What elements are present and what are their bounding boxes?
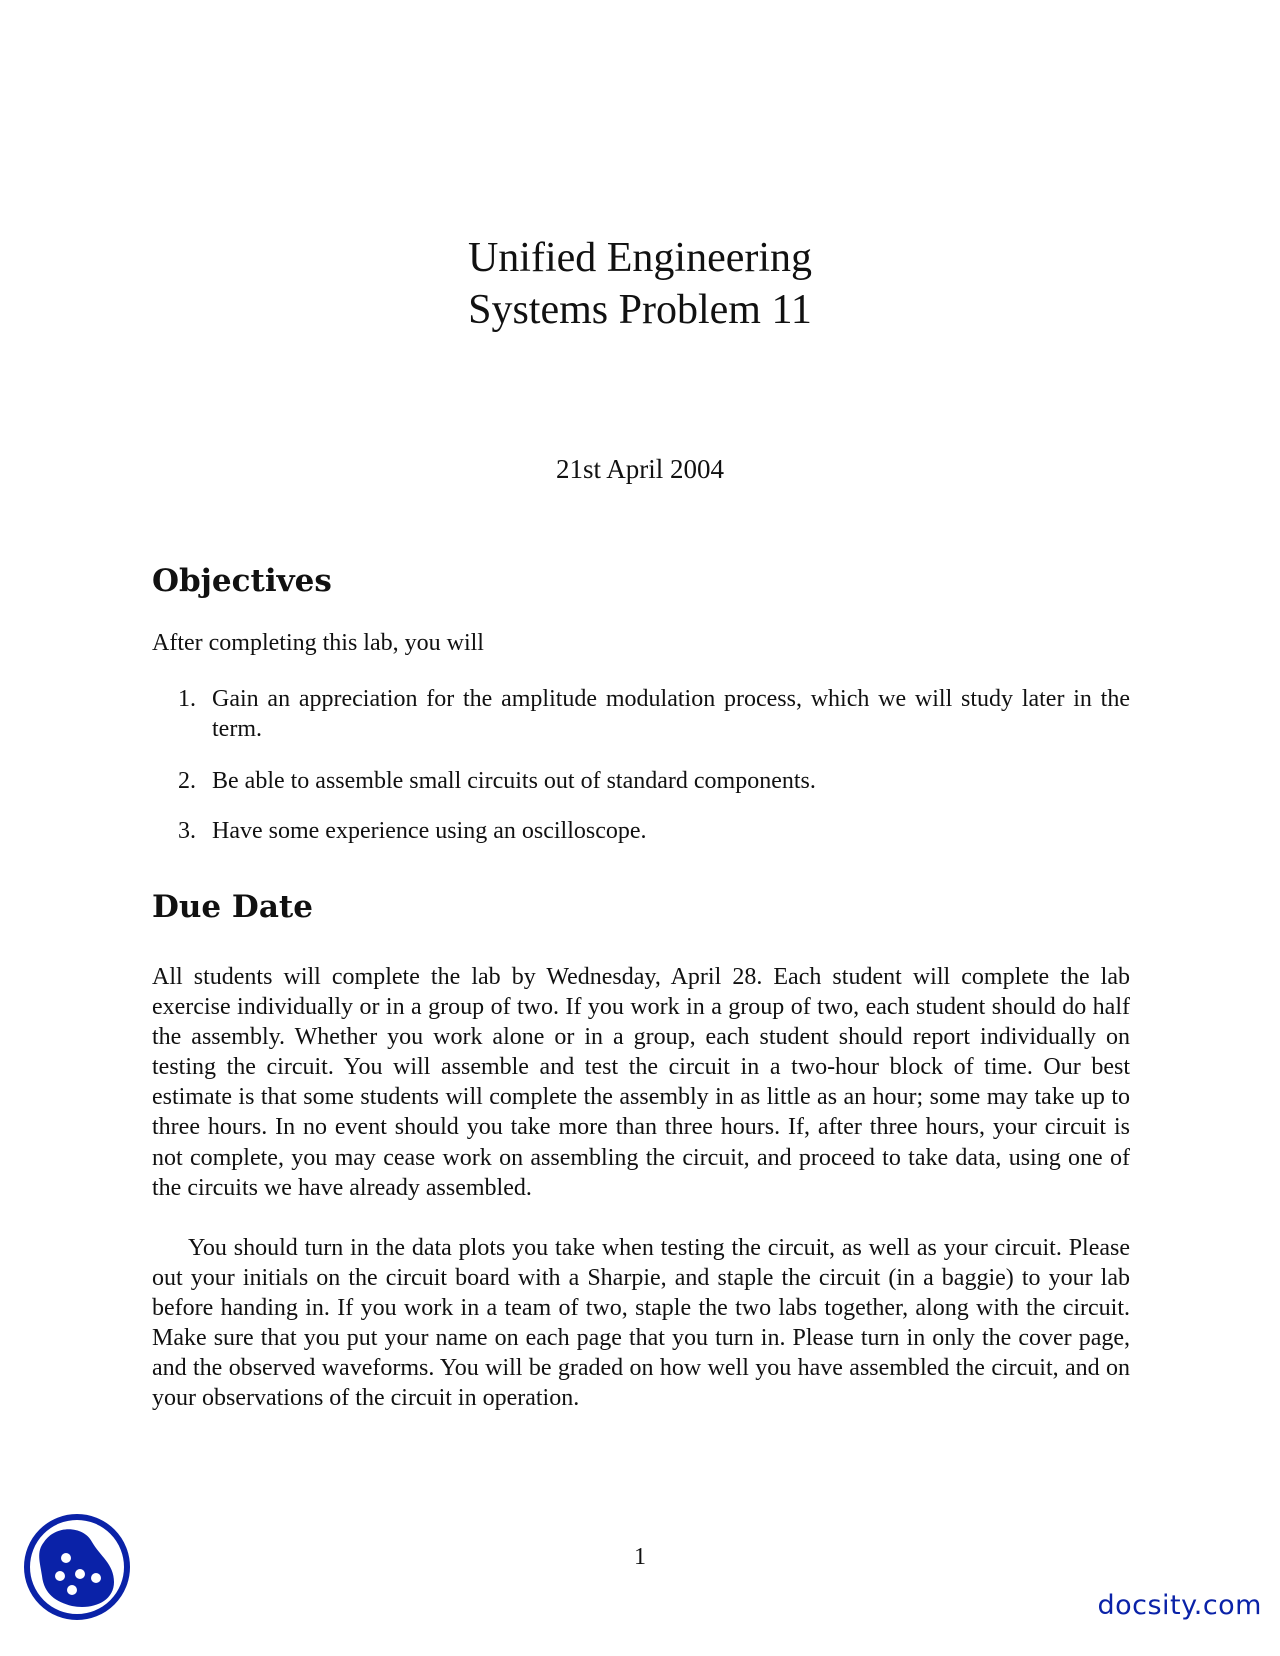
title-line-1: Unified Engineering [467,235,813,281]
objectives-list [152,684,1130,846]
list-item-text: Gain an appreciation for the amplitude modulation process, which we will study later in the term. [212,686,1130,742]
docsity-watermark[interactable]: docsity.com [1097,1590,1262,1621]
list-item-number: 3. [178,818,196,844]
title-line-2: Systems Problem 11 [468,287,812,333]
list-item [152,816,1130,846]
document-date: 21st April 2004 [555,454,724,484]
list-item-number: 1. [178,686,196,712]
page-number: 1 [634,1544,646,1570]
due-date-heading: Due Date [152,889,313,925]
objectives-intro: After completing this lab, you will [152,630,484,656]
list-item [152,684,1130,766]
due-date-paragraph-1: All students will complete the lab by Wednesday, April 28. Each student will complete the lab exercise individually or in a group of two. If you work in a group of two, each student should do half the assembly. Whether you work alone or in a group, each student should report individually on testing the circuit. You will assemble and test the circuit in a two-hour block of time. Our best estimate is that some students will complete the assembly in as little as an hour; some may take up to three hours. In no event should you take more than three hours. If, after three hours, your circuit is not complete, you may cease work on assembling the circuit, and proceed to take data, using one of the circuits we have already assembled. [152,964,1130,1201]
objectives-heading: Objectives [152,563,332,599]
list-item-text: Be able to assemble small circuits out of standard components. [212,768,816,794]
list-item-text: Have some experience using an oscilloscope. [212,818,647,844]
due-date-paragraph-2: You should turn in the data plots you take when testing the circuit, as well as your circuit. Please out your initials on the circuit board with a Sharpie, and staple the circuit (in a baggie) to your lab before handing in. If you work in a team of two, staple the two labs together, along with the circuit. Make sure that you put your name on each page that you turn in. Please turn in only the cover page, and the observed waveforms. You will be graded on how well you have assembled the circuit, and on your observations of the circuit in operation. [152,1235,1130,1412]
docsity-logo-icon [22,1512,132,1622]
list-item-number: 2. [178,768,196,794]
document-title [0,232,1280,336]
list-item [152,766,1130,816]
